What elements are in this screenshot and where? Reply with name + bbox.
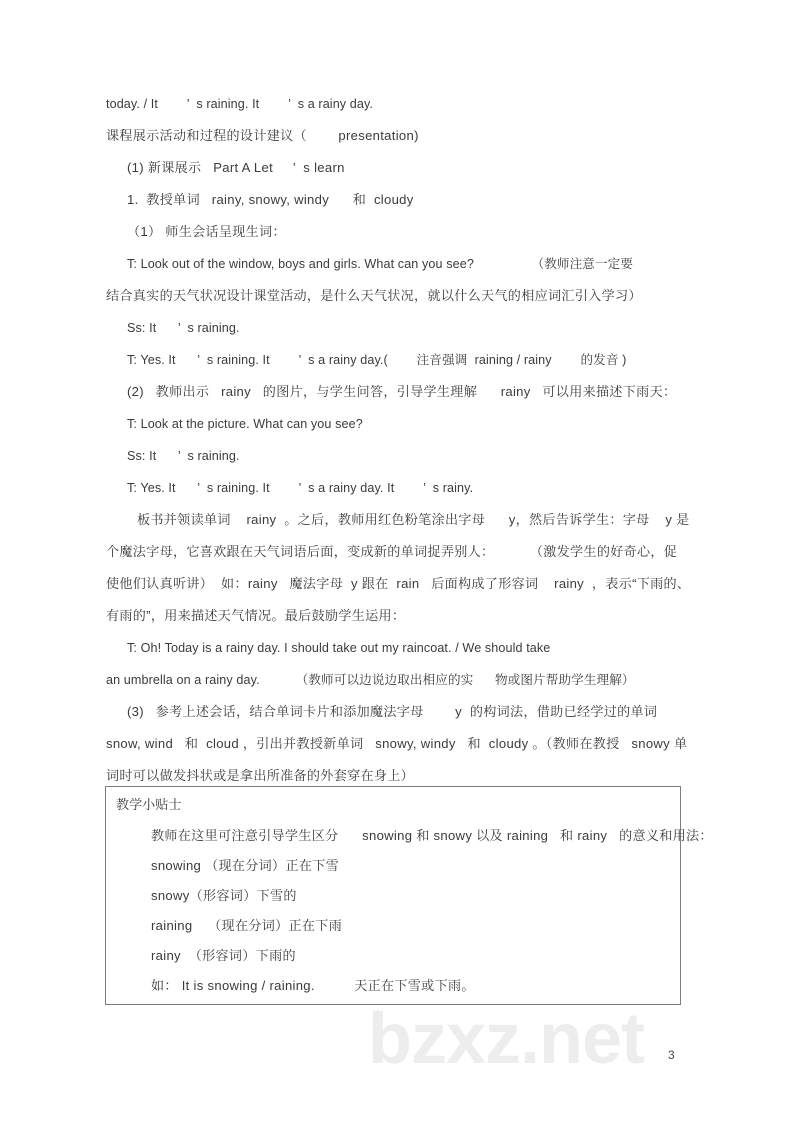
body-line: 课程展示活动和过程的设计建议（ presentation) [106, 128, 419, 143]
page-number: 3 [668, 1048, 675, 1062]
body-line: Ss: It ’ s raining. [127, 449, 240, 463]
tip-line: snowing （现在分词）正在下雪 [151, 858, 340, 873]
body-line: T: Oh! Today is a rainy day. I should take out my raincoat. / We should take [127, 641, 551, 655]
tip-line: snowy（形容词）下雪的 [151, 888, 297, 903]
body-line: 词时可以做发抖状或是拿出所准备的外套穿在身上） [106, 768, 415, 783]
body-line: T: Look out of the window, boys and girls. What can you see? （教师注意一定要 [127, 257, 634, 271]
body-line: (2) 教师出示 rainy 的图片，与学生问答，引导学生理解 rainy 可以用来描述下雨天： [127, 384, 677, 399]
body-line: 使他们认真听讲） 如：rainy 魔法字母 y 跟在 rain 后面构成了形容词 rainy ，表示“下雨的、 [106, 576, 691, 591]
body-line: 板书并领读单词 rainy 。之后，教师用红色粉笔涂出字母 y，然后告诉学生：字母 y 是 [137, 512, 690, 527]
body-line: (1) 新课展示 Part A Let ’ s learn [127, 160, 345, 175]
tip-line: rainy （形容词）下雨的 [151, 948, 296, 963]
document-body [106, 88, 696, 792]
watermark: bzxz.net [368, 999, 645, 1079]
body-line: T: Yes. It ’ s raining. It ’ s a rainy day. It ’ s rainy. [127, 481, 474, 495]
body-line: Ss: It ’ s raining. [127, 321, 240, 335]
body-line: （1） 师生会话呈现生词： [127, 224, 286, 239]
body-line: 个魔法字母，它喜欢跟在天气词语后面，变成新的单词捉弄别人： （激发学生的好奇心，促 [106, 544, 678, 559]
tip-line: raining （现在分词）正在下雨 [151, 918, 343, 933]
teaching-tip-content [116, 821, 713, 1001]
body-line: 1. 教授单词 rainy, snowy, windy 和 cloudy [127, 192, 414, 207]
body-line: T: Yes. It ’ s raining. It ’ s a rainy day.( 注音强调 raining / rainy 的发音 ) [127, 353, 627, 367]
tip-line: 如： It is snowing / raining. 天正在下雪或下雨。 [151, 978, 475, 993]
teaching-tip-title: 教学小贴士 [116, 797, 182, 812]
body-line: today. / It ’ s raining. It ’ s a rainy day. [106, 97, 374, 111]
body-line: 有雨的”，用来描述天气情况。最后鼓励学生运用： [106, 608, 406, 623]
body-line: 结合真实的天气状况设计课堂活动，是什么天气状况，就以什么天气的相应词汇引入学习） [106, 288, 642, 303]
body-line: T: Look at the picture. What can you see? [127, 417, 363, 431]
body-line: an umbrella on a rainy day. （教师可以边说边取出相应的实 物或图片帮助学生理解） [106, 673, 635, 687]
tip-line: 教师在这里可注意引导学生区分 snowing 和 snowy 以及 raining 和 rainy 的意义和用法： [151, 828, 713, 843]
teaching-tip-box [105, 786, 713, 1005]
body-line: snow, wind 和 cloud ，引出并教授新单词 snowy, windy 和 cloudy 。（教师在教授 snowy 单 [106, 736, 688, 751]
body-line: (3) 参考上述会话，结合单词卡片和添加魔法字母 y 的构词法，借助已经学过的单词 [127, 704, 658, 719]
